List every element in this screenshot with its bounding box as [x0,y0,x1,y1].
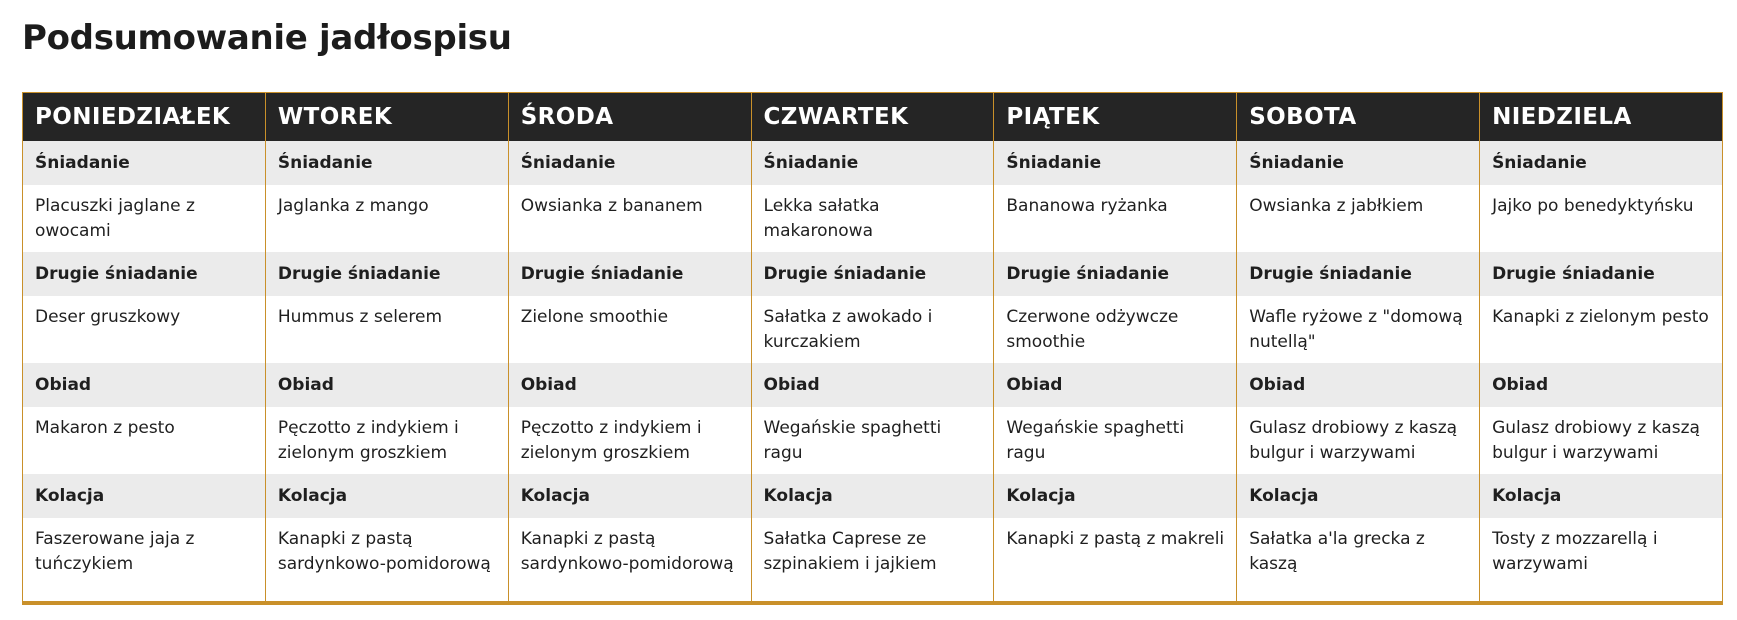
page-title: Podsumowanie jadłospisu [22,18,512,58]
meal-label: Obiad [508,363,751,407]
dish-cell: Zielone smoothie [508,296,751,363]
dish-cell: Gulasz drobiowy z kaszą bulgur i warzywami [1237,407,1480,474]
dish-cell: Kanapki z pastą sardynkowo-pomidorową [265,518,508,603]
meal-label: Śniadanie [751,141,994,185]
meal-label: Śniadanie [23,141,266,185]
day-header: NIEDZIELA [1480,93,1723,142]
meal-label-row [23,363,1723,407]
meal-label: Drugie śniadanie [751,252,994,296]
dish-cell: Kanapki z pastą z makreli [994,518,1237,603]
meal-label-row [23,474,1723,518]
meal-label-row [23,252,1723,296]
meal-label: Śniadanie [1237,141,1480,185]
dish-cell: Jaglanka z mango [265,185,508,252]
dish-cell: Hummus z selerem [265,296,508,363]
day-header: ŚRODA [508,93,751,142]
dish-cell: Owsianka z bananem [508,185,751,252]
day-header: SOBOTA [1237,93,1480,142]
dish-cell: Tosty z mozzarellą i warzywami [1480,518,1723,603]
meal-label: Obiad [265,363,508,407]
day-header: WTOREK [265,93,508,142]
dish-cell: Wegańskie spaghetti ragu [994,407,1237,474]
meal-label: Kolacja [1237,474,1480,518]
day-header: PIĄTEK [994,93,1237,142]
meal-label: Śniadanie [508,141,751,185]
meal-label: Drugie śniadanie [265,252,508,296]
dish-cell: Sałatka Caprese ze szpinakiem i jajkiem [751,518,994,603]
dish-cell: Pęczotto z indykiem i zielonym groszkiem [265,407,508,474]
meal-label-row [23,141,1723,185]
day-header: PONIEDZIAŁEK [23,93,266,142]
meal-dish-row [23,296,1723,363]
day-header-row [23,93,1723,142]
meal-dish-row [23,518,1723,603]
dish-cell: Makaron z pesto [23,407,266,474]
meal-label: Obiad [994,363,1237,407]
meal-label: Drugie śniadanie [23,252,266,296]
meal-label: Drugie śniadanie [508,252,751,296]
dish-cell: Lekka sałatka makaronowa [751,185,994,252]
meal-label: Obiad [1480,363,1723,407]
dish-cell: Faszerowane jaja z tuńczykiem [23,518,266,603]
meal-label: Śniadanie [265,141,508,185]
meal-label: Śniadanie [1480,141,1723,185]
meal-label: Kolacja [994,474,1237,518]
dish-cell: Owsianka z jabłkiem [1237,185,1480,252]
meal-label: Drugie śniadanie [1237,252,1480,296]
dish-cell: Sałatka a'la grecka z kaszą [1237,518,1480,603]
meal-label: Obiad [751,363,994,407]
dish-cell: Kanapki z zielonym pesto [1480,296,1723,363]
dish-cell: Deser gruszkowy [23,296,266,363]
meal-label: Kolacja [751,474,994,518]
dish-cell: Jajko po benedyktyńsku [1480,185,1723,252]
meal-label: Obiad [23,363,266,407]
meal-label: Drugie śniadanie [994,252,1237,296]
menu-table-container [22,92,1722,605]
dish-cell: Bananowa ryżanka [994,185,1237,252]
meal-label: Obiad [1237,363,1480,407]
meal-dish-row [23,185,1723,252]
meal-label: Kolacja [23,474,266,518]
meal-dish-row [23,407,1723,474]
day-header: CZWARTEK [751,93,994,142]
dish-cell: Wegańskie spaghetti ragu [751,407,994,474]
meal-label: Kolacja [1480,474,1723,518]
meal-label: Drugie śniadanie [1480,252,1723,296]
dish-cell: Pęczotto z indykiem i zielonym groszkiem [508,407,751,474]
dish-cell: Wafle ryżowe z "domową nutellą" [1237,296,1480,363]
menu-table [22,92,1723,605]
dish-cell: Gulasz drobiowy z kaszą bulgur i warzywami [1480,407,1723,474]
meal-label: Śniadanie [994,141,1237,185]
meal-label: Kolacja [265,474,508,518]
dish-cell: Sałatka z awokado i kurczakiem [751,296,994,363]
dish-cell: Kanapki z pastą sardynkowo-pomidorową [508,518,751,603]
meal-label: Kolacja [508,474,751,518]
dish-cell: Placuszki jaglane z owocami [23,185,266,252]
dish-cell: Czerwone odżywcze smoothie [994,296,1237,363]
